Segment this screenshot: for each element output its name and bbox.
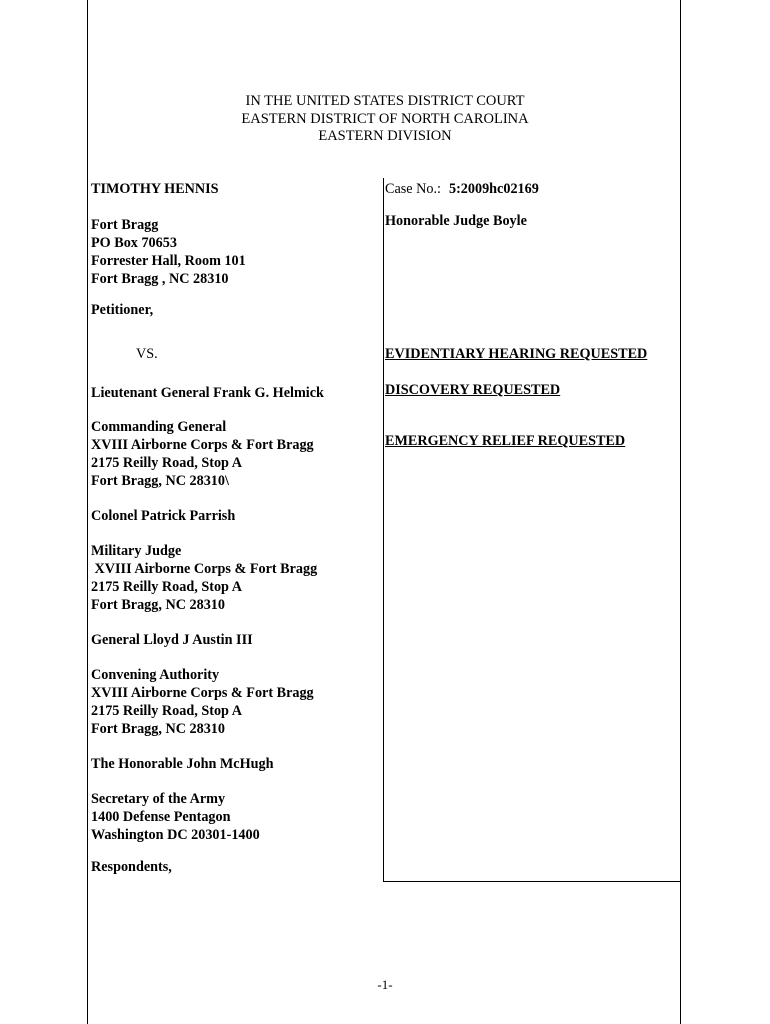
detail-line: 1400 Defense Pentagon: [91, 809, 231, 825]
detail-line: Convening Authority: [91, 667, 220, 683]
detail-line: XVIII Airborne Corps & Fort Bragg: [91, 561, 318, 577]
detail-line: 2175 Reilly Road, Stop A: [91, 703, 242, 719]
petitioner-name: TIMOTHY HENNIS: [91, 181, 219, 197]
detail-line: Fort Bragg, NC 28310: [91, 597, 225, 613]
court-heading-line1: IN THE UNITED STATES DISTRICT COURT: [245, 93, 525, 109]
detail-line: Secretary of the Army: [91, 791, 226, 807]
court-heading-line2: EASTERN DISTRICT OF NORTH CAROLINA: [241, 110, 529, 127]
detail-line: Fort Bragg, NC 28310\: [91, 473, 229, 489]
respondent-2-name: Colonel Patrick Parrish: [91, 508, 236, 524]
detail-line: Fort Bragg, NC 28310: [91, 721, 225, 737]
case-number-label: Case No.:: [385, 181, 441, 197]
respondent-3-name: General Lloyd J Austin III: [91, 632, 253, 648]
detail-line: Washington DC 20301-1400: [91, 827, 260, 843]
petitioner-address: [91, 216, 381, 288]
respondent-3-details: [91, 666, 381, 738]
respondent-1-details: [91, 418, 381, 490]
caption-parties: [91, 180, 381, 876]
court-heading: [100, 93, 670, 146]
respondents-role: Respondents,: [91, 859, 172, 875]
evidentiary-hearing-request: EVIDENTIARY HEARING REQUESTED: [385, 346, 648, 362]
caption-horizontal-rule: [383, 881, 680, 882]
detail-line: Commanding General: [91, 419, 227, 435]
detail-line: XVIII Airborne Corps & Fort Bragg: [91, 685, 314, 701]
versus-label: VS.: [136, 346, 158, 362]
address-line: Fort Bragg , NC 28310: [91, 271, 229, 287]
respondent-4-name: The Honorable John McHugh: [91, 756, 274, 772]
respondent-1-name: Lieutenant General Frank G. Helmick: [91, 385, 324, 401]
right-margin-rule: [680, 0, 681, 1024]
left-margin-rule: [87, 0, 88, 1024]
petitioner-role: Petitioner,: [91, 302, 154, 318]
page-number: -1-: [377, 977, 393, 992]
discovery-request: DISCOVERY REQUESTED: [385, 382, 561, 398]
address-line: PO Box 70653: [91, 235, 177, 251]
address-line: Fort Bragg: [91, 217, 159, 233]
case-number-value: 5:2009hc02169: [448, 181, 539, 197]
case-number: [385, 180, 539, 198]
detail-line: XVIII Airborne Corps & Fort Bragg: [91, 437, 314, 453]
address-line: Forrester Hall, Room 101: [91, 253, 246, 269]
caption-vertical-rule: [383, 178, 384, 882]
detail-line: 2175 Reilly Road, Stop A: [91, 579, 242, 595]
emergency-relief-request: EMERGENCY RELIEF REQUESTED: [385, 433, 626, 449]
judge-name: Honorable Judge Boyle: [385, 213, 527, 229]
respondent-2-details: [91, 542, 381, 614]
respondent-4-details: [91, 790, 381, 844]
detail-line: Military Judge: [91, 543, 182, 559]
court-heading-line3: EASTERN DIVISION: [318, 128, 452, 144]
detail-line: 2175 Reilly Road, Stop A: [91, 455, 242, 471]
